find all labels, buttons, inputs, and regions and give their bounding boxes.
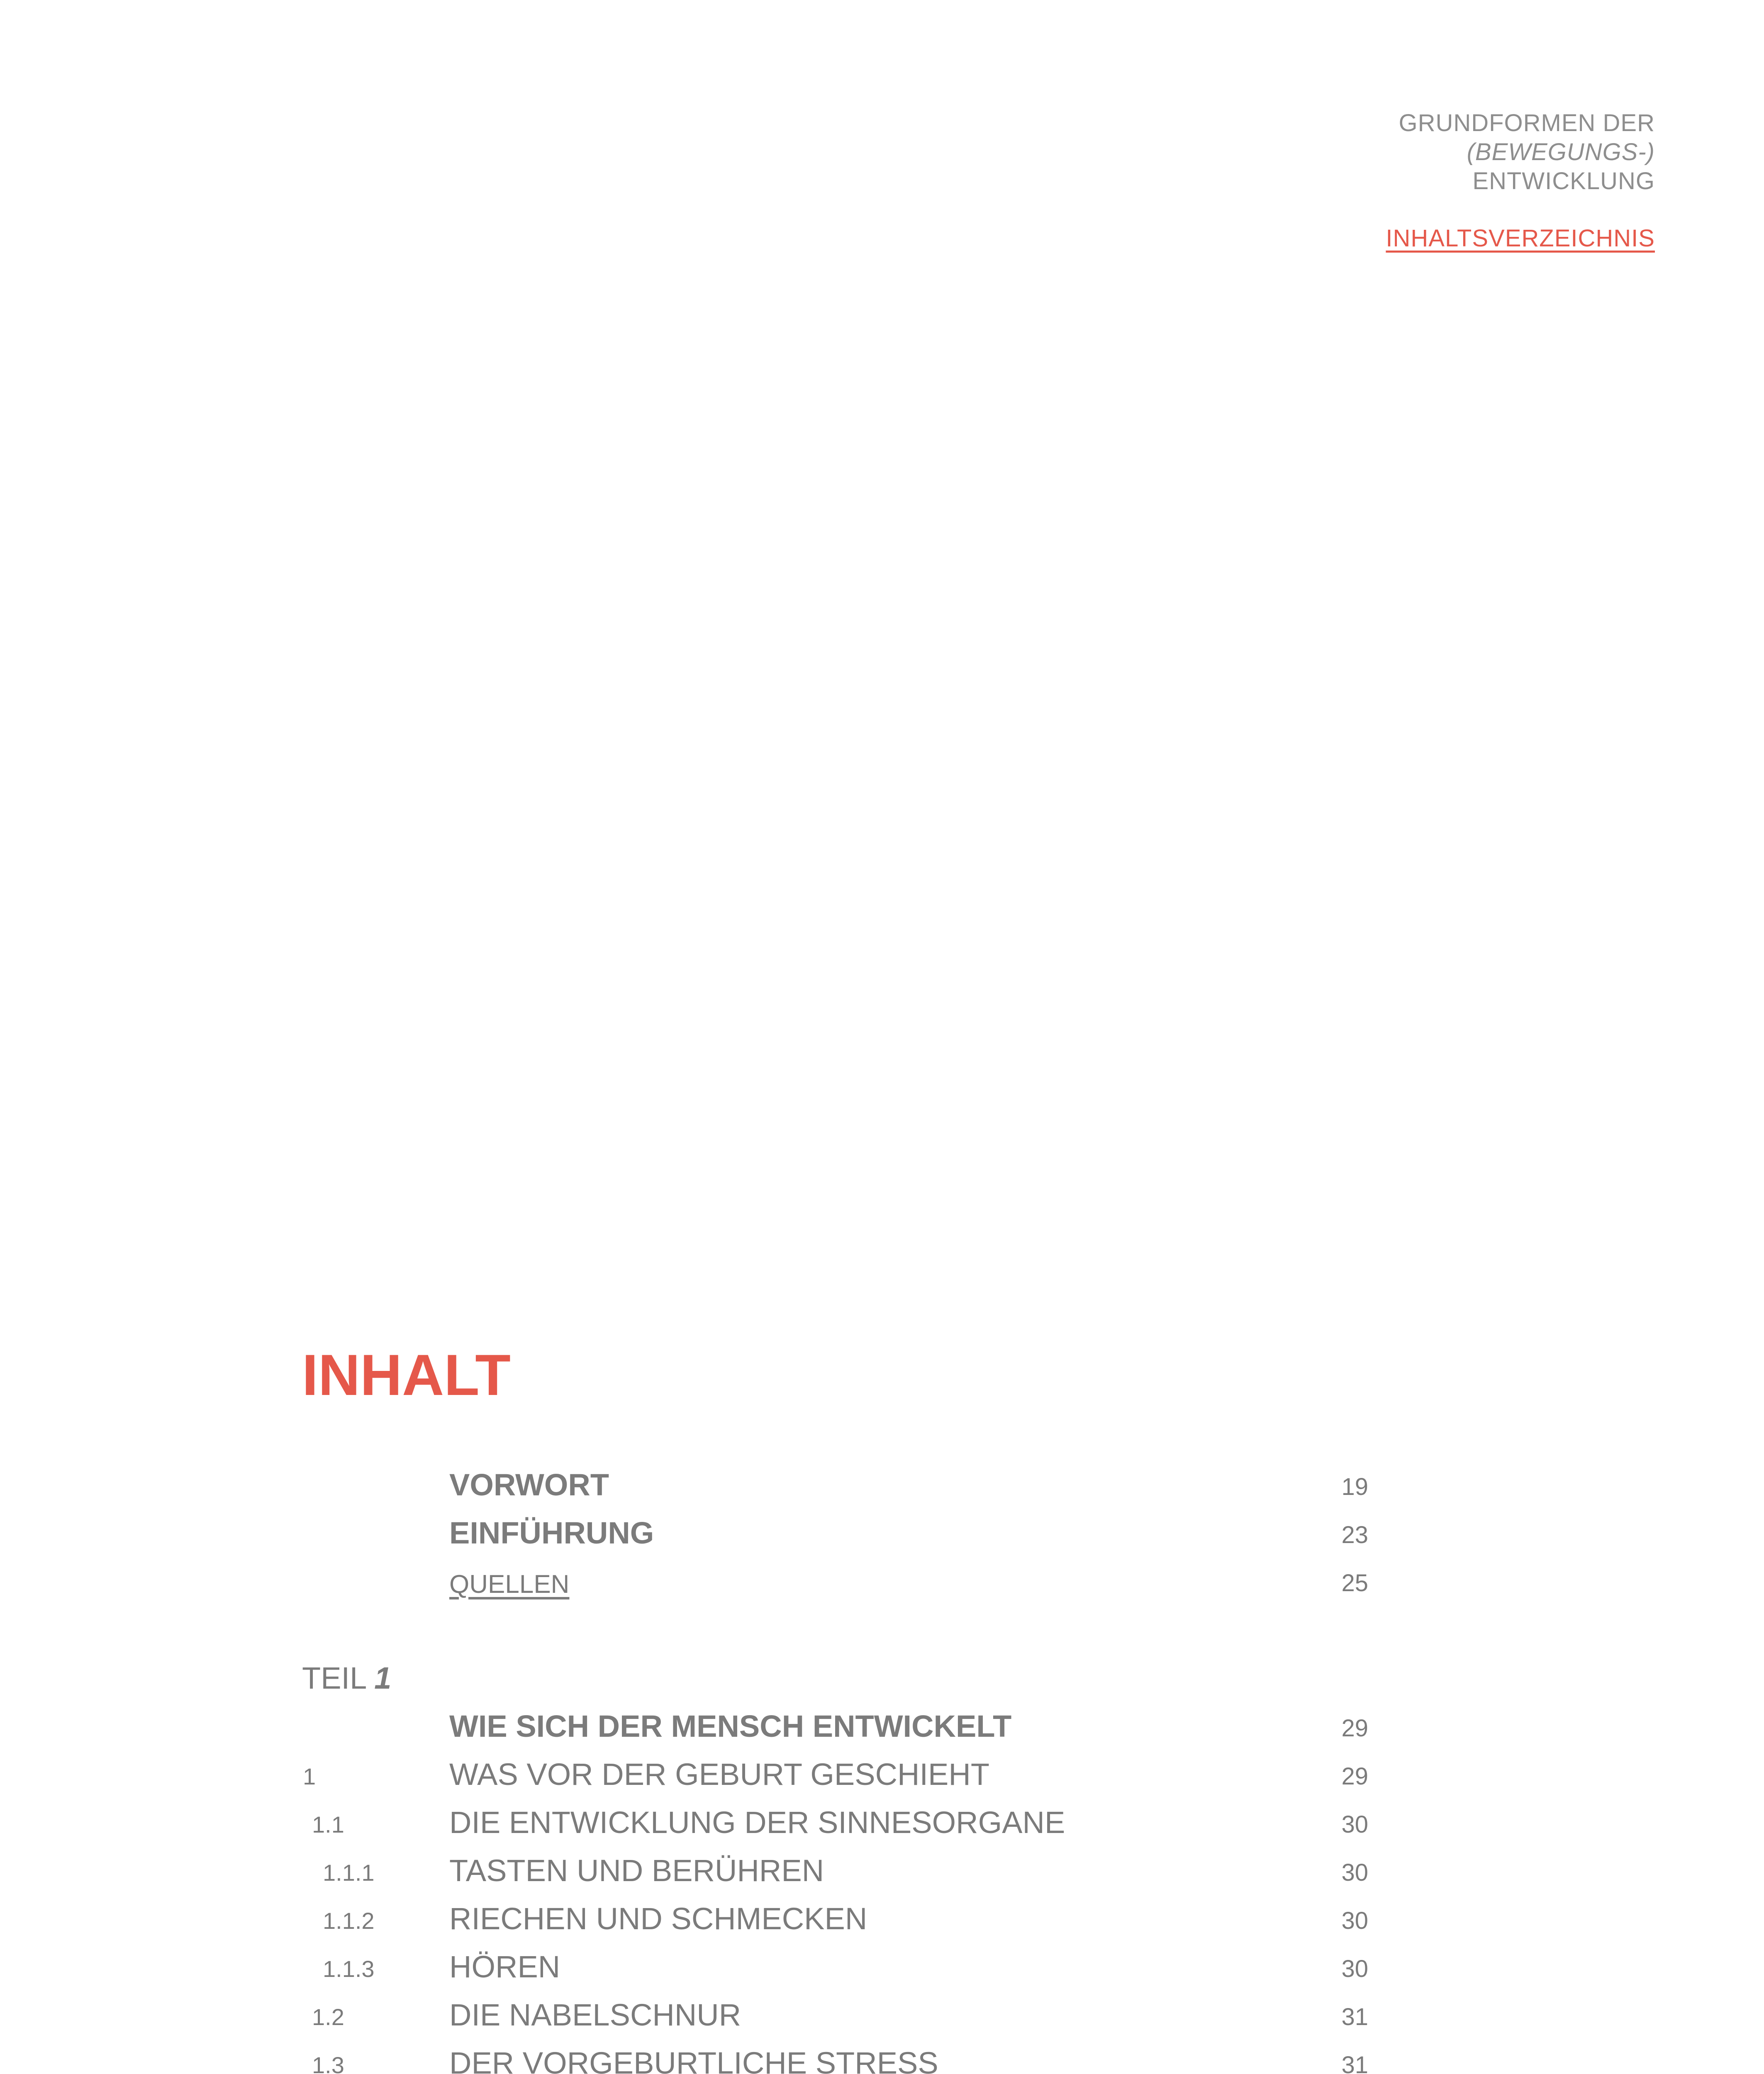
part-prefix: TEIL [302,1661,375,1695]
toc-page-number: 19 [1341,1473,1368,1500]
header-title-line-1: GRUNDFORMEN DER [1399,110,1655,136]
toc-entry-label: WIE SICH DER MENSCH ENTWICKELT [449,1709,1012,1743]
toc-entry-label: RIECHEN UND SCHMECKEN [449,1901,867,1936]
header-title-line-2: (BEWEGUNGS-) [1467,139,1655,166]
toc-entry-vorwort[interactable] [302,1460,1368,1508]
toc-entry-label: VORWORT [449,1468,609,1502]
toc-page-number: 29 [1341,1715,1368,1742]
toc-page-number: 31 [1341,2003,1368,2030]
toc-entry-number: 1.3 [312,2052,344,2074]
toc-entry-number: 1 [303,1763,316,1789]
toc-entry-label: TASTEN UND BERÜHREN [449,1853,824,1888]
toc-page-number: 30 [1341,1955,1368,1982]
toc-page-number: 30 [1341,1811,1368,1838]
toc-entry[interactable] [302,1750,1368,1798]
toc-entry-number: 1.1.1 [323,1860,375,1886]
part-label [302,1659,391,1697]
header-title-line-3: ENTWICKLUNG [1472,168,1655,195]
toc-page-number: 30 [1341,1907,1368,1934]
toc-entry-einfuehrung[interactable] [302,1508,1368,1556]
toc-entry-label: EINFÜHRUNG [449,1516,654,1550]
toc-page-number: 30 [1341,1859,1368,1886]
page-title: INHALT [302,1342,511,1407]
toc-nav-link[interactable]: INHALTSVERZEICHNIS [1386,225,1655,252]
running-header [1386,109,1655,253]
toc-entry[interactable] [302,2038,1368,2074]
toc-entry-label: DIE ENTWICKLUNG DER SINNESORGANE [449,1805,1065,1840]
toc-entry-label: HÖREN [449,1950,560,1984]
toc-entry[interactable] [302,1702,1368,1750]
toc-entry-number: 1.1.2 [323,1908,375,1934]
toc-entry-number: 1.1 [312,1811,344,1838]
toc-entry[interactable] [302,1942,1368,1990]
toc-entry[interactable] [302,1894,1368,1942]
toc-page-number: 25 [1341,1570,1368,1597]
toc-page-number: 23 [1341,1521,1368,1548]
toc-page-number: 31 [1341,2052,1368,2074]
toc-entry-label: DIE NABELSCHNUR [449,1998,741,2032]
toc-part-heading [302,1653,1368,1702]
toc-entry[interactable] [302,1990,1368,2038]
toc-entry-number: 1.1.3 [323,1956,375,1982]
toc-entry[interactable] [302,1846,1368,1894]
toc-page-number: 29 [1341,1763,1368,1790]
table-of-contents [302,1460,1368,2074]
toc-entry-number: 1.2 [312,2004,344,2030]
toc-entry-label: DER VORGEBURTLICHE STRESS [449,2046,938,2074]
toc-entry-label: WAS VOR DER GEBURT GESCHIEHT [449,1757,990,1792]
toc-entry-quellen[interactable] [302,1556,1368,1604]
part-number: 1 [374,1661,392,1695]
toc-entry[interactable] [302,1798,1368,1846]
spacer [302,1604,1368,1653]
toc-quellen-link[interactable]: QUELLEN [449,1570,570,1599]
